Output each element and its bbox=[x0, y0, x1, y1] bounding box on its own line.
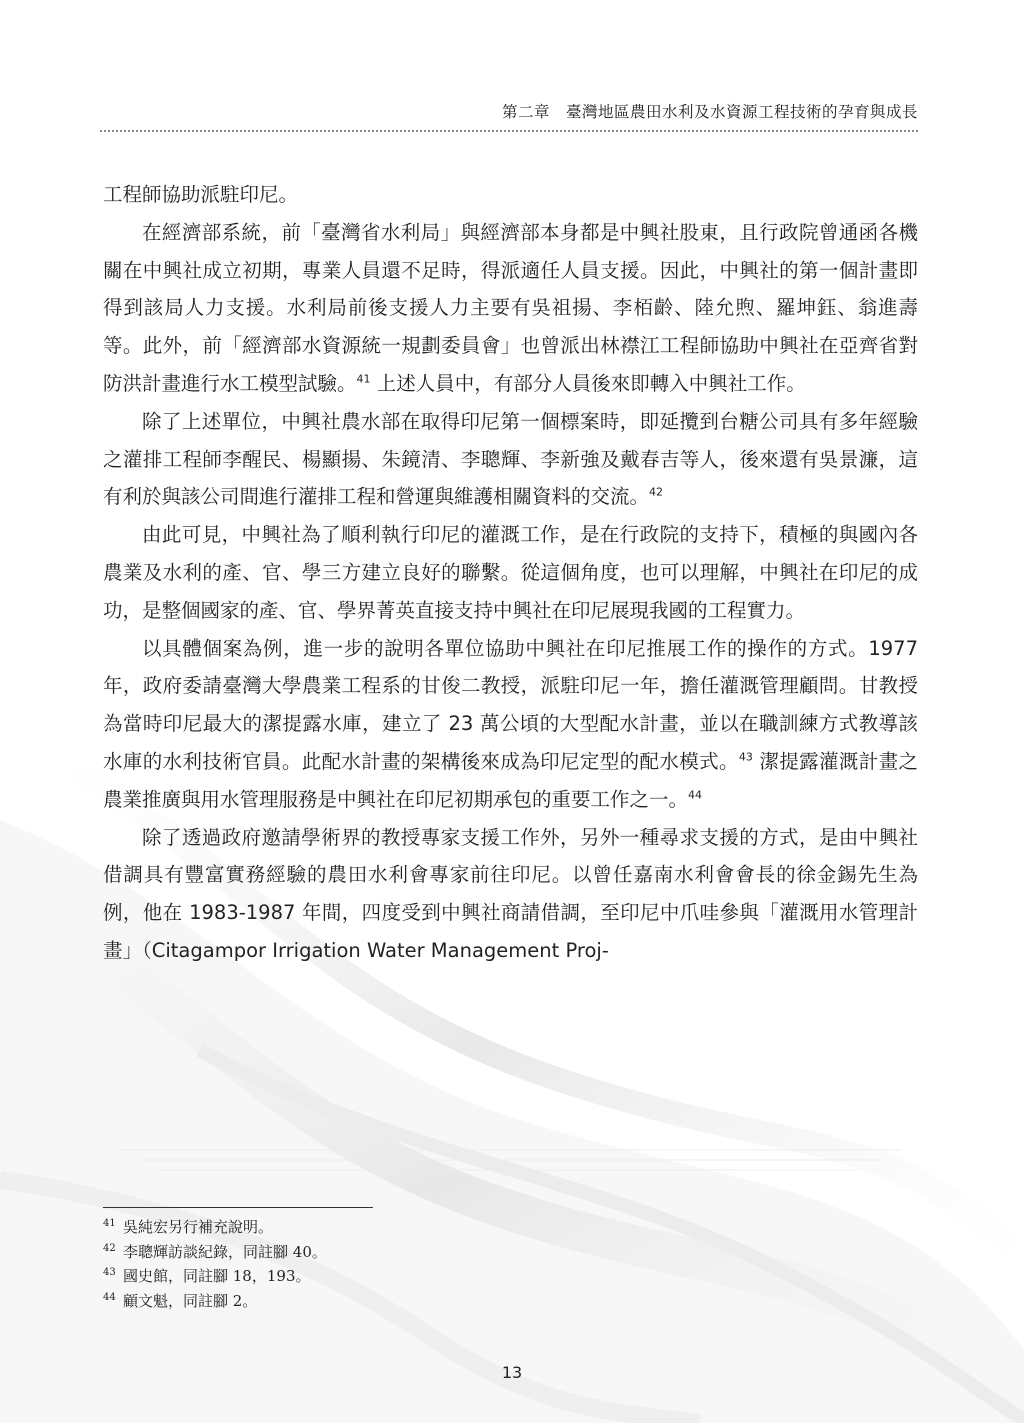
footnote-ref[interactable]: 43 bbox=[738, 750, 753, 764]
paragraph-5 bbox=[103, 630, 918, 819]
paragraph-2 bbox=[103, 214, 918, 403]
footnote-44: 44 顧文魁，同註腳 2。 bbox=[103, 1291, 258, 1310]
paragraph-1 bbox=[103, 176, 918, 214]
running-header bbox=[100, 100, 918, 132]
footnotes bbox=[103, 1215, 803, 1313]
footnote-divider bbox=[103, 1207, 373, 1208]
paragraph-6 bbox=[103, 819, 918, 970]
footnote-43: 43 國史館，同註腳 18，193。 bbox=[103, 1267, 311, 1285]
footnote-ref[interactable]: 44 bbox=[688, 788, 703, 802]
paragraph-text: 由此可見，中興社為了順利執行印尼的灌溉工作，是在行政院的支持下，積極的與國內各農業及水利的產、官、學三方建立良好的聯繫。從這個角度，也可以理解，中興社在印尼的成功，是整個國家的產、官、學界菁英直接支持中興社在印尼展現我國的工程實力。 bbox=[103, 523, 918, 622]
footnote-42: 42 李聰輝訪談紀錄，同註腳 40。 bbox=[103, 1242, 327, 1261]
paragraph-text: 潔提露灌溉計畫之農業推廣與用水管理服務是中興社在印尼初期承包的重要工作之一。 bbox=[103, 749, 918, 811]
page-number: 13 bbox=[501, 1363, 523, 1382]
paragraph-text: 除了透過政府邀請學術界的教授專家支援工作外，另外一種尋求支援的方式，是由中興社借調具有豐富實務經驗的農田水利會專家前往印尼。以曾任嘉南水利會會長的徐金錫先生為例，他在 1983-1987 年間，四度受到中興社商請借調，至印尼中爪哇參與「灌溉用水管理計畫」（Citagampor Irrigation Water Management Proj- bbox=[103, 825, 918, 962]
paragraph-text: 工程師協助派駐印尼。 bbox=[103, 183, 299, 206]
main-text bbox=[103, 176, 918, 970]
paragraph-text: 在經濟部系統，前「臺灣省水利局」與經濟部本身都是中興社股東，且行政院曾通函各機關在中興社成立初期，專業人員還不足時，得派適任人員支援。因此，中興社的第一個計畫即得到該局人力支援。水利局前後支援人力主要有吳祖揚、李栢齡、陸允煦、羅坤鈺、翁進壽等。此外，前「經濟部水資源統一規劃委員會」也曾派出林襟江工程師協助中興社在亞齊省對防洪計畫進行水工模型試驗。 bbox=[103, 220, 918, 395]
paragraph-text: 以具體個案為例，進一步的說明各單位協助中興社在印尼推展工作的操作的方式。1977 年，政府委請臺灣大學農業工程系的甘俊二教授，派駐印尼一年，擔任灌溉管理顧問。甘教授為當時印尼最大的潔提露水庫，建立了 23 萬公頃的大型配水計畫，並以在職訓練方式教導該水庫的水利技術官員。此配水計畫的架構後來成為印尼定型的配水模式。 bbox=[103, 636, 918, 773]
footnote-text: 國史館，同註腳 18，193。 bbox=[123, 1267, 311, 1285]
footnote-text: 顧文魁，同註腳 2。 bbox=[123, 1291, 258, 1310]
chapter-title: 第二章 臺灣地區農田水利及水資源工程技術的孕育與成長 bbox=[501, 103, 918, 121]
paragraph-3 bbox=[103, 403, 918, 516]
paragraph-text: 除了上述單位，中興社農水部在取得印尼第一個標案時，即延攬到台糖公司具有多年經驗之灌排工程師李醒民、楊顯揚、朱鏡清、李聰輝、李新強及戴春吉等人，後來還有吳景濂，這有利於與該公司間進行灌排工程和營運與維護相關資料的交流。 bbox=[103, 409, 918, 509]
footnote-ref[interactable]: 41 bbox=[356, 372, 371, 386]
footnote-text: 李聰輝訪談紀錄，同註腳 40。 bbox=[123, 1242, 327, 1261]
paragraph-4 bbox=[103, 516, 918, 629]
footnote-41: 41 吳純宏另行補充說明。 bbox=[103, 1218, 274, 1236]
footnote-ref[interactable]: 42 bbox=[649, 485, 664, 499]
paragraph-text: 上述人員中，有部分人員後來即轉入中興社工作。 bbox=[370, 371, 806, 395]
footnote-text: 吳純宏另行補充說明。 bbox=[123, 1218, 274, 1236]
